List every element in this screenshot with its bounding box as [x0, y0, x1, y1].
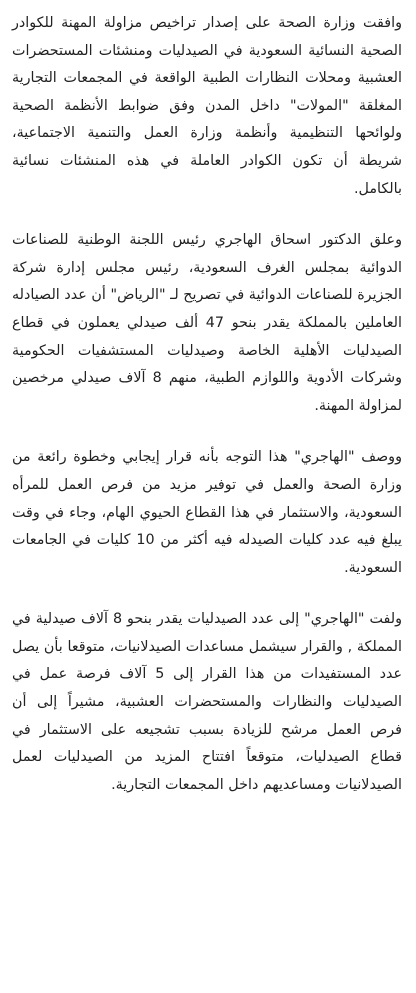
paragraph-4: ولفت "الهاجري" إلى عدد الصيدليات يقدر بنحو 8 آلاف صيدلية في المملكة , والقرار سيشمل مساعدات الصيدلانيات، متوقعا بأن يصل عدد المستفيدات من هذا القرار إلى 5 آلاف فرصة عمل في الصيدليات والنظارات والمستحضرات العشبية، مشيراً إلى أن فرص العمل مرشح للزيادة بسبب تشجيعه على الاستثمار في قطاع الصيدليات، متوقعاً افتتاح المزيد من الصيدليات لعمل الصيدلانيات ومساعديهم داخل المجمعات التجارية. — [12, 611, 402, 793]
paragraph-3: ووصف "الهاجري" هذا التوجه بأنه قرار إيجابي وخطوة رائعة من وزارة الصحة والعمل في توفير مزيد من فرص العمل للمرأه السعودية، والاستثمار في هذا القطاع الحيوي الهام، وجاء في وقت يبلغ فيه عدد كليات الصيدله فيه أكثر من 10 كليات في الجامعات السعودية. — [12, 449, 402, 576]
paragraph-2: وعلق الدكتور اسحاق الهاجري رئيس اللجنة الوطنية للصناعات الدوائية بمجلس الغرف السعودية، رئيس مجلس إدارة شركة الجزيرة للصناعات الدوائية في تصريح لـ "الرياض" أن عدد الصيادله العاملين بالمملكة يقدر بنحو 47 ألف صيدلي يعملون في قطاع الصيدليات الأهلية الخاصة وصيدليات المستشفيات الحكومية وشركات الأدوية واللوازم الطبية، منهم 8 آلاف صيدلي مرخصين لمزاولة المهنة. — [12, 232, 403, 414]
paragraph-1: وافقت وزارة الصحة على إصدار تراخيص مزاولة المهنة للكوادر الصحية النسائية السعودية في الصيدليات ومنشئات المستحضرات العشبية ومحلات النظارات الطبية الواقعة في المجمعات التجارية المغلقة "المولات" داخل المدن وفق ضوابط الأنظمة الصحية ولوائحها التنظيمية وأنظمة وزارة العمل والتنمية الاجتماعية، شريطة أن تكون الكوادر العاملة في هذه المنشئات نسائية بالكامل. — [12, 15, 402, 197]
